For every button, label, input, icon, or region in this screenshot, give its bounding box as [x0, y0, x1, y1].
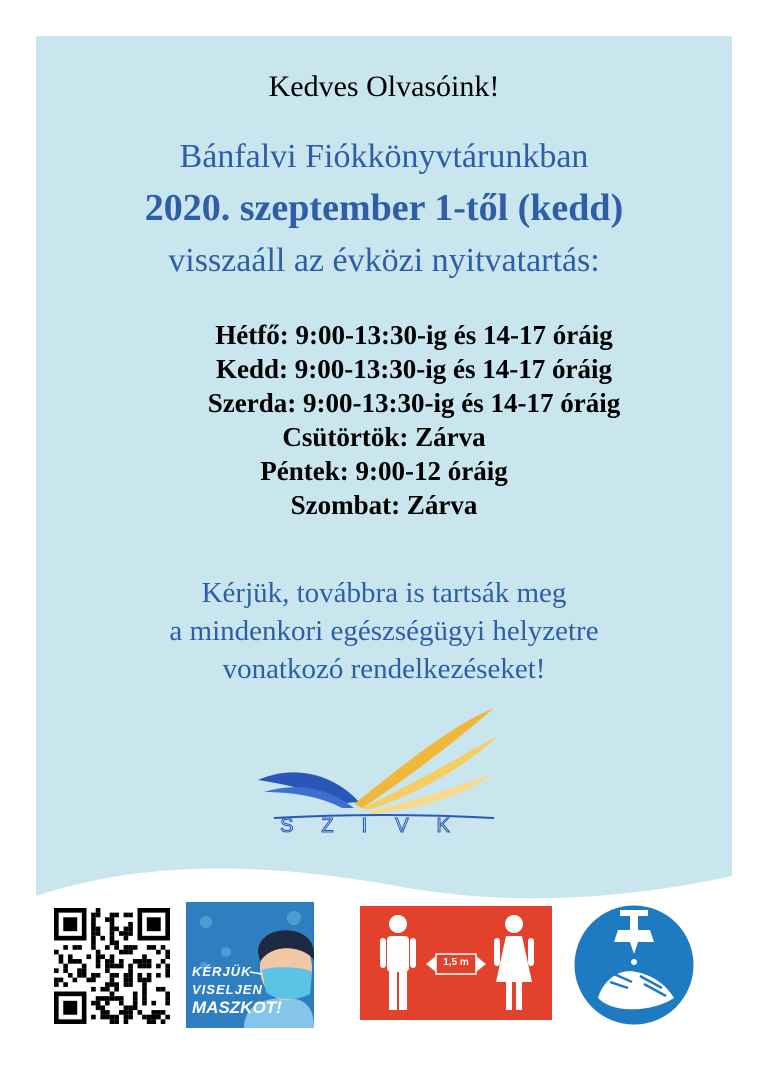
qr-code-icon	[48, 902, 176, 1028]
qr-code[interactable]	[48, 902, 176, 1028]
hand-sanitizer-sign	[570, 902, 698, 1028]
intro-line-1: Bánfalvi Fiókkönyvtárunkban	[179, 138, 589, 175]
notice-line-1: Kérjük, továbbra is tartsák meg	[201, 577, 567, 609]
hours-saturday: Szombat: Zárva	[290, 490, 478, 520]
mask-sign	[186, 902, 314, 1028]
hours-monday: Hétfő: 9:00-13:30-ig és 14-17 óráig	[215, 320, 613, 350]
mask-text-1: KÉRJÜK	[192, 964, 252, 979]
opening-hours-list	[36, 318, 732, 522]
szivk-logo	[254, 704, 504, 834]
intro-date-line: 2020. szeptember 1-től (kedd)	[144, 187, 624, 229]
mask-text-3: MASZKOT!	[192, 998, 282, 1017]
hours-wednesday: Szerda: 9:00-13:30-ig és 14-17 óráig	[207, 388, 621, 418]
distance-label: 1,5 m	[443, 957, 469, 968]
hours-tuesday: Kedd: 9:00-13:30-ig és 14-17 óráig	[216, 354, 612, 384]
social-distance-sign	[360, 906, 552, 1020]
hours-friday: Péntek: 9:00-12 óráig	[260, 456, 508, 486]
notice-line-2: a mindenkori egészségügyi helyzetre	[169, 615, 599, 647]
intro-line-3: visszaáll az évközi nyitvatartás:	[168, 242, 600, 279]
poster	[36, 36, 732, 1050]
health-notice	[36, 574, 732, 688]
hours-thursday: Csütörtök: Zárva	[282, 422, 486, 452]
notice-line-3: vonatkozó rendelkezéseket!	[222, 653, 546, 685]
hand-sanitizer-icon	[570, 902, 698, 1028]
mask-text-2: VISELJEN	[192, 982, 263, 997]
greeting-heading: Kedves Olvasóink!	[268, 70, 500, 103]
logo-text: SZIVK	[280, 815, 478, 834]
